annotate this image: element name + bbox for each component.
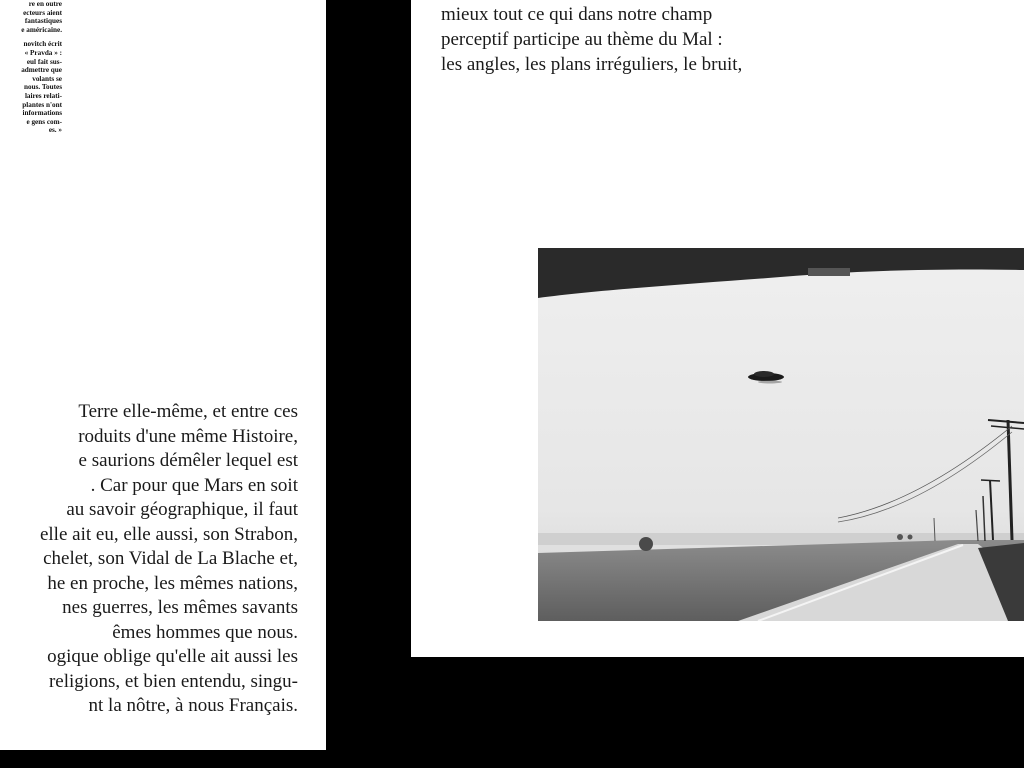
newspaper-line: laires relati-: [24, 91, 62, 100]
left-page-text-line: elle ait eu, elle aussi, son Strabon,: [39, 523, 298, 545]
right-page-body: [441, 2, 742, 77]
left-page-text-line: nes guerres, les mêmes savants: [62, 597, 298, 618]
newspaper-line: admettre que: [21, 66, 62, 75]
left-page-text-line: Terre elle-même, et entre ces: [78, 401, 298, 422]
right-page: [411, 0, 1024, 657]
left-page-text-line: au savoir géographique, il faut: [66, 499, 298, 520]
left-page-text-line: ogique oblige qu'elle ait aussi les: [47, 646, 298, 667]
newspaper-line: plantes n'ont: [22, 100, 62, 109]
newspaper-line: eul fait sus-: [26, 57, 62, 66]
left-page-text-line: e saurions démêler lequel est: [78, 450, 298, 471]
newspaper-line: re en outre: [28, 0, 62, 8]
right-page-text-line: perceptif participe au thème du Mal :: [441, 29, 723, 50]
newspaper-line: nous. Toutes: [24, 83, 62, 92]
left-page-text-line: chelet, son Vidal de La Blache et,: [43, 548, 298, 569]
left-page-text-line: nt la nôtre, à nous Français.: [88, 695, 298, 716]
left-page-body: [0, 400, 326, 740]
newspaper-line: novitch écrit: [23, 40, 62, 49]
newspaper-line: informations: [22, 109, 62, 118]
newspaper-column: [0, 0, 62, 135]
ufo-photograph-icon: [538, 248, 1024, 621]
newspaper-line: « Pravda » :: [24, 48, 62, 57]
left-page-text-line: religions, et bien entendu, singu-: [48, 670, 298, 692]
left-page-text-line: . Car pour que Mars en soit: [90, 474, 298, 496]
newspaper-line: e américaine.: [21, 25, 62, 34]
ufo-photograph: [538, 248, 1024, 621]
left-page-text-line: êmes hommes que nous.: [112, 621, 298, 643]
newspaper-line: es. »: [48, 126, 62, 135]
right-page-text-line: les angles, les plans irréguliers, le bruit,: [441, 54, 743, 75]
left-page-text-line: he en proche, les mêmes nations,: [47, 572, 298, 594]
newspaper-line: fantastiques: [24, 17, 62, 26]
right-page-text-line: mieux tout ce qui dans notre champ: [441, 4, 713, 25]
left-page: [0, 0, 326, 750]
newspaper-line: volants se: [32, 74, 62, 83]
newspaper-line: e gens com-: [26, 117, 62, 126]
left-page-text-line: roduits d'une même Histoire,: [78, 425, 298, 447]
newspaper-line: ecteurs aient: [23, 8, 62, 17]
